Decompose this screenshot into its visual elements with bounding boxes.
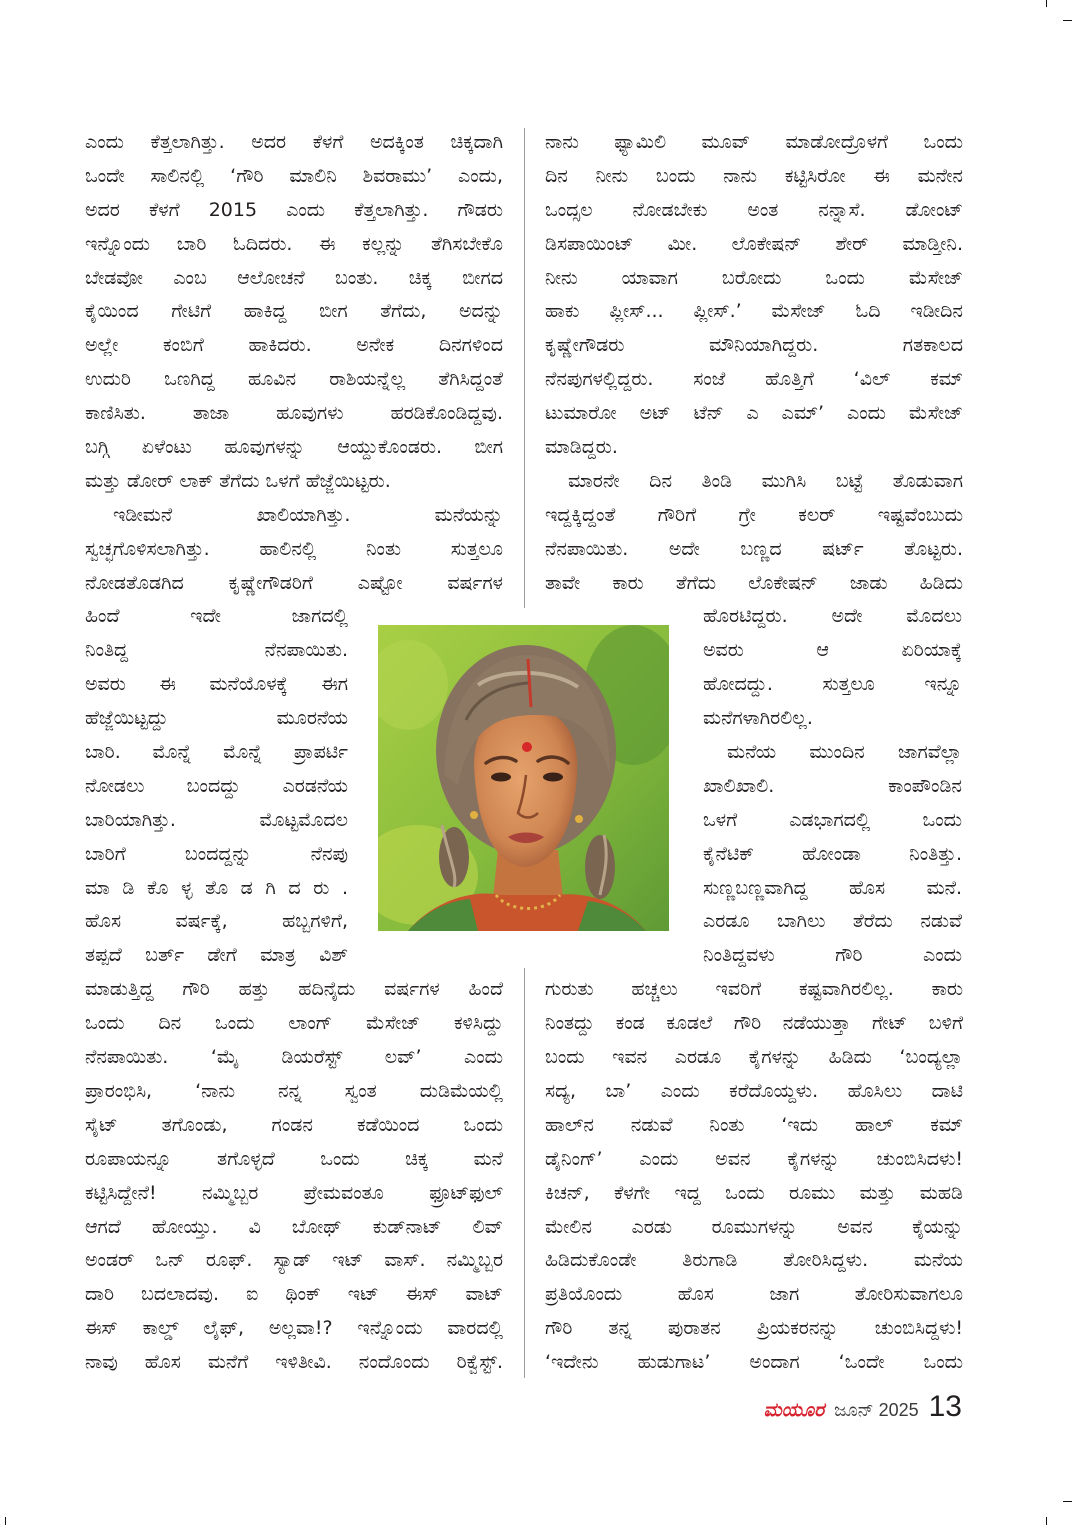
text-line: ರೂಪಾಯನ್ನೂ ತಗೊಳ್ಳದೆ ಒಂದು ಚಿಕ್ಕ ಮನೆ — [85, 1147, 503, 1170]
crop-mark — [5, 1517, 6, 1525]
crop-mark — [1063, 1501, 1072, 1502]
text-line: ಕೈನೆಟಿಕ್ ಹೋಂಡಾ ನಿಂತಿತ್ತು. — [703, 842, 962, 865]
text-line: ಇಡೀಮನೆ ಖಾಲಿಯಾಗಿತ್ತು. ಮನೆಯನ್ನು — [113, 503, 503, 526]
text-line: ದಾರಿ ಬದಲಾದವು. ಐ ಥಿಂಕ್ ಇಟ್ ಈಸ್ ವಾಟ್ — [85, 1283, 503, 1306]
text-line: ಈಸ್ ಕಾಲ್ಡ್ ಲೈಫ್, ಅಲ್ಲವಾ!? ಇನ್ನೊಂದು ವಾರದಲ್ಲಿ — [85, 1317, 503, 1340]
text-line: ಡೈನಿಂಗ್’ ಎಂದು ಅವನ ಕೈಗಳನ್ನು ಚುಂಬಿಸಿದಳು! — [545, 1147, 963, 1170]
text-line: ಬಗ್ಗಿ ಏಳೆಂಟು ಹೂವುಗಳನ್ನು ಆಯ್ದುಕೊಂಡರು. ಬೀಗ — [85, 436, 503, 459]
text-line: ಸ್ವಚ್ಛಗೊಳಿಸಲಾಗಿತ್ತು. ಹಾಲಿನಲ್ಲಿ ನಿಂತು ಸುತ್ತಲೂ — [85, 537, 503, 560]
text-line: ಮಾಡುತ್ತಿದ್ದ ಗೌರಿ ಹತ್ತು ಹದಿನೈದು ವರ್ಷಗಳ ಹಿಂದೆ — [85, 978, 503, 1001]
text-line: ಕಾಣಿಸಿತು. ತಾಜಾ ಹೂವುಗಳು ಹರಡಿಕೊಂಡಿದ್ದವು. — [85, 402, 503, 425]
text-line: ಒಂದು ದಿನ ಒಂದು ಲಾಂಗ್ ಮೆಸೇಜ್ ಕಳಿಸಿದ್ದು — [85, 1012, 503, 1035]
text-line: ಅಂಡರ್ ಒನ್ ರೂಫ್. ಸ್ಯಾಡ್ ಇಟ್ ವಾಸ್. ನಮ್ಮಿಬ್ಬರ — [85, 1249, 503, 1272]
text-line: ಮತ್ತು ಡೋರ್ ಲಾಕ್ ತೆಗೆದು ಒಳಗೆ ಹೆಜ್ಜೆಯಿಟ್ಟರು. — [85, 469, 391, 492]
text-line: ನೆನಪಾಯಿತು. ‘ಮೈ ಡಿಯರೆಸ್ಟ್ ಲವ್’ ಎಂದು — [85, 1046, 503, 1069]
text-line: ಒಳಗೆ ಎಡಭಾಗದಲ್ಲಿ ಒಂದು — [703, 808, 962, 831]
text-line: ಬಾರಿಗೆ ಬಂದದ್ದನ್ನು ನೆನಪು — [85, 842, 348, 865]
text-line: ನಾವು ಹೊಸ ಮನೆಗೆ ಇಳಿತೀವಿ. ನಂದೊಂದು ರಿಕ್ವೆಸ್ಟ್. — [85, 1351, 503, 1374]
text-line: ಕೃಷ್ಣೇಗೌಡರು ಮೌನಿಯಾಗಿದ್ದರು. ಗತಕಾಲದ — [545, 334, 963, 357]
text-line: ಖಾಲಿಖಾಲಿ. ಕಾಂಪೌಂಡಿನ — [703, 774, 962, 797]
page-number: 13 — [928, 1390, 962, 1423]
text-line: ಇದ್ದಕ್ಕಿದ್ದಂತೆ ಗೌರಿಗೆ ಗ್ರೇ ಕಲರ್ ಇಷ್ಟವೆಂಬುದು — [545, 503, 963, 526]
text-line: ಅಲ್ಲೇ ಕಂಬಿಗೆ ಹಾಕಿದರು. ಅನೇಕ ದಿನಗಳಿಂದ — [85, 334, 503, 357]
text-line: ದಿನ ನೀನು ಬಂದು ನಾನು ಕಟ್ಟಿಸಿರೋ ಈ ಮನೇನ — [545, 164, 963, 187]
text-line: ಬೇಡವೋ ಎಂಬ ಆಲೋಚನೆ ಬಂತು. ಚಿಕ್ಕ ಬೀಗದ — [85, 266, 503, 289]
text-line: ಹೊಸ ವರ್ಷಕ್ಕೆ, ಹಬ್ಬಗಳಿಗೆ, — [85, 910, 348, 933]
text-line: ಹೊರಟಿದ್ದರು. ಅದೇ ಮೊದಲು — [703, 605, 962, 628]
text-line: ಹಾಲ್‌ನ ನಡುವೆ ನಿಂತು ‘ಇದು ಹಾಲ್ ಕಮ್ — [545, 1113, 963, 1136]
column-rule — [524, 128, 525, 608]
text-line: ತಾವೇ ಕಾರು ತೆಗೆದು ಲೊಕೇಷನ್ ಜಾಡು ಹಿಡಿದು — [545, 571, 963, 594]
text-line: ಕಟ್ಟಿಸಿದ್ದೇನೆ! ನಮ್ಮಿಬ್ಬರ ಪ್ರೇಮವಂತೂ ಫ್ರೂಟ್‌ಫುಲ್ — [85, 1181, 503, 1204]
text-line: ಬಾರಿಯಾಗಿತ್ತು. ಮೊಟ್ಟಮೊದಲ — [85, 808, 348, 831]
text-line: ಒಂದೇ ಸಾಲಿನಲ್ಲಿ ‘ಗೌರಿ ಮಾಲಿನಿ ಶಿವರಾಮು’ ಎಂದು, — [85, 164, 503, 187]
text-line: ಬಂದು ಇವನ ಎರಡೂ ಕೈಗಳನ್ನು ಹಿಡಿದು ‘ಬಂದ್ಯಲ್ಲಾ — [545, 1046, 963, 1069]
text-line: ಅವರು ಆ ಏರಿಯಾಕ್ಕೆ — [703, 639, 962, 662]
text-line: ಹಿಡಿದುಕೊಂಡೇ ತಿರುಗಾಡಿ ತೋರಿಸಿದ್ದಳು. ಮನೆಯ — [545, 1249, 963, 1272]
text-line: ನಿಂತಿದ್ದ ನೆನಪಾಯಿತು. — [85, 639, 348, 662]
portrait-illustration — [378, 625, 669, 931]
text-line: ಅವರು ಈ ಮನೆಯೊಳಕ್ಕೆ ಈಗ — [85, 673, 348, 696]
text-line: ಮಾರನೇ ದಿನ ತಿಂಡಿ ಮುಗಿಸಿ ಬಟ್ಟೆ ತೊಡುವಾಗ — [568, 469, 963, 492]
text-line: ಪ್ರತಿಯೊಂದು ಹೊಸ ಜಾಗ ತೋರಿಸುವಾಗಲೂ — [545, 1283, 963, 1306]
text-line: ಸುಣ್ಣಬಣ್ಣವಾಗಿದ್ದ ಹೊಸ ಮನೆ. — [703, 876, 962, 899]
text-line: ಆಗದೆ ಹೋಯ್ತು. ವಿ ಬೋಥ್ ಕುಡ್‌ನಾಟ್ ಲಿವ್ — [85, 1215, 503, 1238]
crop-mark — [1046, 0, 1047, 7]
column-rule — [524, 968, 525, 1378]
text-line: ನಿಂತಿದ್ದವಳು ಗೌರಿ ಎಂದು — [703, 944, 962, 967]
text-line: ಕೈಯಿಂದ ಗೇಟಿಗೆ ಹಾಕಿದ್ದ ಬೀಗ ತೆಗೆದು, ಅದನ್ನು — [85, 300, 503, 323]
text-line: ನೀನು ಯಾವಾಗ ಬರೋದು ಒಂದು ಮೆಸೇಜ್ — [545, 266, 963, 289]
woman-portrait-icon — [378, 625, 669, 931]
text-line: ತಪ್ಪದೆ ಬರ್ತ್ ಡೇಗೆ ಮಾತ್ರ ವಿಶ್ — [85, 944, 348, 967]
text-line: ನಾನು ಫ್ಯಾಮಿಲಿ ಮೂವ್ ಮಾಡೋದ್ರೊಳಗೆ ಒಂದು — [545, 131, 963, 153]
text-line: ಹಿಂದೆ ಇದೇ ಜಾಗದಲ್ಲಿ — [85, 605, 348, 628]
text-line: ಹಾಕು ಪ್ಲೀಸ್... ಪ್ಲೀಸ್.’ ಮೆಸೇಜ್ ಓದಿ ಇಡೀದಿನ — [545, 300, 963, 323]
text-line: ನೆನಪುಗಳಲ್ಲಿದ್ದರು. ಸಂಜೆ ಹೊತ್ತಿಗೆ ‘ವಿಲ್ ಕಮ್ — [545, 368, 963, 391]
text-line: ಮೇಲಿನ ಎರಡು ರೂಮುಗಳನ್ನು ಅವನ ಕೈಯನ್ನು — [545, 1215, 963, 1238]
text-line: ಸದ್ಯ, ಬಾ’ ಎಂದು ಕರೆದೊಯ್ದಳು. ಹೊಸಿಲು ದಾಟಿ — [545, 1079, 963, 1102]
text-line: ‘ಇದೇನು ಹುಡುಗಾಟ’ ಅಂದಾಗ ‘ಒಂದೇ ಒಂದು — [545, 1351, 963, 1374]
text-line: ನೆನಪಾಯಿತು. ಅದೇ ಬಣ್ಣದ ಷರ್ಟ್ ತೊಟ್ಟರು. — [545, 537, 963, 560]
text-line: ಸೈಟ್ ತಗೊಂಡು, ಗಂಡನ ಕಡೆಯಿಂದ ಒಂದು — [85, 1113, 503, 1136]
text-line: ನೋಡತೊಡಗಿದ ಕೃಷ್ಣೇಗೌಡರಿಗೆ ಎಷ್ಟೋ ವರ್ಷಗಳ — [85, 571, 503, 594]
text-line: ಒಂದ್ಸಲ ನೋಡಬೇಕು ಅಂತ ನನ್ನಾಸೆ. ಡೋಂಟ್ — [545, 198, 963, 221]
text-line: ಎರಡೂ ಬಾಗಿಲು ತೆರೆದು ನಡುವೆ — [703, 910, 962, 933]
text-line: ಹೋದದ್ದು. ಸುತ್ತಲೂ ಇನ್ನೂ — [703, 673, 962, 696]
page-footer — [764, 1390, 962, 1430]
text-line: ನಿಂತದ್ದು ಕಂಡ ಕೂಡಲೆ ಗೌರಿ ನಡೆಯುತ್ತಾ ಗೇಟ್ ಬಳಿಗೆ — [545, 1012, 963, 1035]
text-line: ಬಾರಿ. ಮೊನ್ನೆ ಮೊನ್ನೆ ಪ್ರಾಪರ್ಟಿ — [85, 741, 348, 764]
text-line: ಎಂದು ಕೆತ್ತಲಾಗಿತ್ತು. ಅದರ ಕೆಳಗೆ ಅದಕ್ಕಿಂತ ಚಿಕ್ಕದಾಗಿ — [85, 131, 503, 153]
text-line: ಹೆಜ್ಜೆಯಿಟ್ಟದ್ದು ಮೂರನೆಯ — [85, 707, 348, 730]
crop-mark — [1063, 20, 1072, 21]
text-line: ಗೌರಿ ತನ್ನ ಪುರಾತನ ಪ್ರಿಯಕರನನ್ನು ಚುಂಬಿಸಿದ್ದಳು! — [545, 1317, 963, 1340]
text-line: ಇನ್ನೊಂದು ಬಾರಿ ಓದಿದರು. ಈ ಕಲ್ಲನ್ನು ತೆಗಿಸಬೇಕೊ — [85, 232, 503, 255]
issue-date: ಜೂನ್ 2025 — [834, 1400, 919, 1420]
text-line: ನೋಡಲು ಬಂದದ್ದು ಎರಡನೆಯ — [85, 774, 348, 797]
text-line: ಮಾ ಡಿ ಕೊ ಳ್ಳ ತೊ ಡ ಗಿ ದ ರು . — [85, 876, 348, 899]
text-line: ಟುಮಾರೋ ಅಟ್ ಟೆನ್ ಎ ಎಮ್’ ಎಂದು ಮೆಸೇಜ್ — [545, 402, 963, 425]
text-line: ಡಿಸಪಾಯಿಂಟ್ ಮೀ. ಲೊಕೇಷನ್ ಶೇರ್ ಮಾಡ್ತೀನಿ. — [545, 232, 963, 255]
text-line: ಪ್ರಾರಂಭಿಸಿ, ‘ನಾನು ನನ್ನ ಸ್ವಂತ ದುಡಿಮೆಯಲ್ಲಿ — [85, 1079, 503, 1102]
text-line: ಅದರ ಕೆಳಗೆ 2015 ಎಂದು ಕೆತ್ತಲಾಗಿತ್ತು. ಗೌಡರು — [85, 198, 503, 221]
text-line: ಮನೆಗಳಾಗಿರಲಿಲ್ಲ. — [703, 707, 813, 730]
text-line: ಗುರುತು ಹಚ್ಚಲು ಇವರಿಗೆ ಕಷ್ಟವಾಗಿರಲಿಲ್ಲ. ಕಾರು — [545, 978, 963, 1001]
text-line: ಕಿಚನ್, ಕೆಳಗೇ ಇದ್ದ ಒಂದು ರೂಮು ಮತ್ತು ಮಹಡಿ — [545, 1181, 963, 1204]
text-line: ಮನೆಯ ಮುಂದಿನ ಜಾಗವೆಲ್ಲಾ — [727, 741, 962, 764]
text-line: ಉದುರಿ ಒಣಗಿದ್ದ ಹೂವಿನ ರಾಶಿಯನ್ನೆಲ್ಲ ತೆಗಿಸಿದ್ದಂತೆ — [85, 368, 503, 391]
text-line: ಮಾಡಿದ್ದರು. — [545, 436, 618, 459]
crop-mark — [1046, 1517, 1047, 1525]
magazine-logo: ಮಯೂರ — [763, 1399, 825, 1421]
